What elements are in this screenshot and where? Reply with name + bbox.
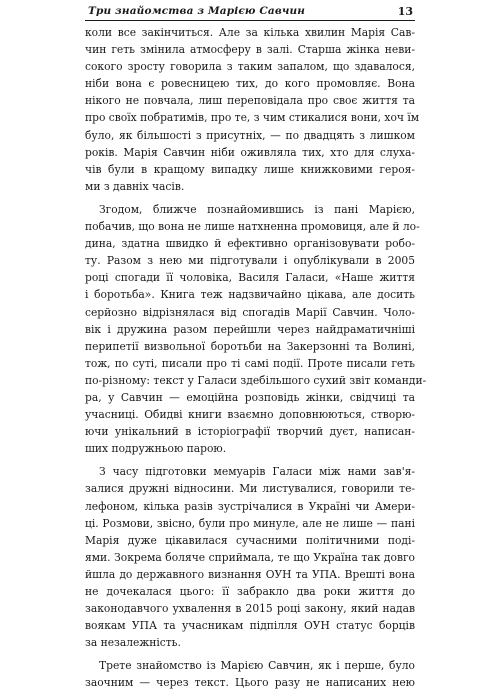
text-line: воякам УПА та учасникам підпілля ОУН статус борців xyxy=(85,619,415,633)
text-line: дина, здатна швидко й ефективно організовувати робо- xyxy=(85,237,415,251)
text-line: було, як більшості з присутніх, — по двадцять з лишком xyxy=(85,128,415,142)
text-line: коли все закінчиться. Але за кілька хвилин Марія Сав- xyxy=(85,26,415,39)
text-line: ючи унікальний в історіографії творчий дуєт, написан- xyxy=(85,425,415,439)
text-line: році спогади її чоловіка, Василя Галаси, «Наше життя xyxy=(85,271,415,285)
text-line: перипетії визвольної боротьби на Закерзонні та Волині, xyxy=(85,339,415,353)
text-line: вік і дружина разом перейшли через найдраматичніші xyxy=(85,322,415,336)
text-line: по-різному: текст у Галаси здебільшого сухий звіт команди- xyxy=(85,373,427,387)
text-line: лефоном, кілька разів зустрічалися в Україні чи Амери- xyxy=(85,499,415,513)
text-line: ту. Разом з нею ми підготували і опублікували в 2005 xyxy=(85,254,415,268)
text-line: йшла до державного визнання ОУН та УПА. Врешті вона xyxy=(85,567,415,581)
text-line: серйозно відрізнялася від спогадів Марії Савчин. Чоло- xyxy=(85,305,415,319)
text-line: учасниці. Обидві книги взаємно доповнюються, створю- xyxy=(85,408,415,422)
text-line: чів були в кращому випадку лише книжковими героя- xyxy=(85,162,415,176)
text-line: ших подружньою парою. xyxy=(85,442,227,456)
text-line: тож, по суті, писали про ті самі події. Проте писали геть xyxy=(85,356,415,370)
text-line: побачив, що вона не лише натхненна промовиця, але й ло- xyxy=(85,220,420,234)
text-line: і боротьба». Книга теж надзвичайно цікава, але досить xyxy=(85,288,415,302)
text-line: ніби вона є ровесницею тих, до кого промовляє. Вона xyxy=(85,77,415,91)
text-line: не дочекалася цього: її забракло два роки життя до xyxy=(85,585,415,598)
text-line: за незалежність. xyxy=(85,636,181,650)
text-line: ці. Розмови, звісно, були про минуле, але не лише — пані xyxy=(85,516,415,530)
body-text xyxy=(85,24,427,692)
text-line: сокого зросту говорила з таким запалом, що здавалося, xyxy=(85,60,415,74)
text-line: років. Марія Савчин ніби оживляла тих, хто для слуха- xyxy=(85,145,415,159)
paragraph xyxy=(85,657,415,691)
running-head: Три знайомства з Марією Савчин xyxy=(88,5,306,17)
text-line: чин геть змінила атмосферу в залі. Старша жінка неви- xyxy=(85,43,415,57)
text-line: заочним — через текст. Цього разу не написаних нею xyxy=(85,676,415,690)
text-line: Згодом, ближче познайомившись із пані Марією, xyxy=(99,202,415,216)
text-line: залися дружні відносини. Ми листувалися, говорили те- xyxy=(85,482,415,496)
text-line: нікого не повчала, лиш переповідала про своє життя та xyxy=(85,94,415,108)
text-line: про своїх побратимів, про те, з чим стикалися вони, хоч їм xyxy=(85,111,420,125)
paragraph xyxy=(85,24,420,195)
paragraph xyxy=(85,463,415,651)
text-line: ми з давніх часів. xyxy=(85,179,185,193)
text-line: законодавчого ухвалення в 2015 році закону, який надав xyxy=(85,602,415,616)
text-line: ями. Зокрема боляче сприймала, те що Україна так довго xyxy=(85,550,415,564)
paragraph xyxy=(85,201,427,457)
page-number: 13 xyxy=(397,5,413,18)
page-header xyxy=(85,4,415,21)
text-line: З часу підготовки мемуарів Галаси між нами зав'я- xyxy=(99,465,415,479)
text-line: Марія дуже цікавилася сучасними політичними поді- xyxy=(85,533,415,547)
text-line: Трете знайомство із Марією Савчин, як і перше, було xyxy=(99,659,415,673)
text-line: ра, у Савчин — емоційна розповідь жінки, свідчиці та xyxy=(85,390,415,404)
